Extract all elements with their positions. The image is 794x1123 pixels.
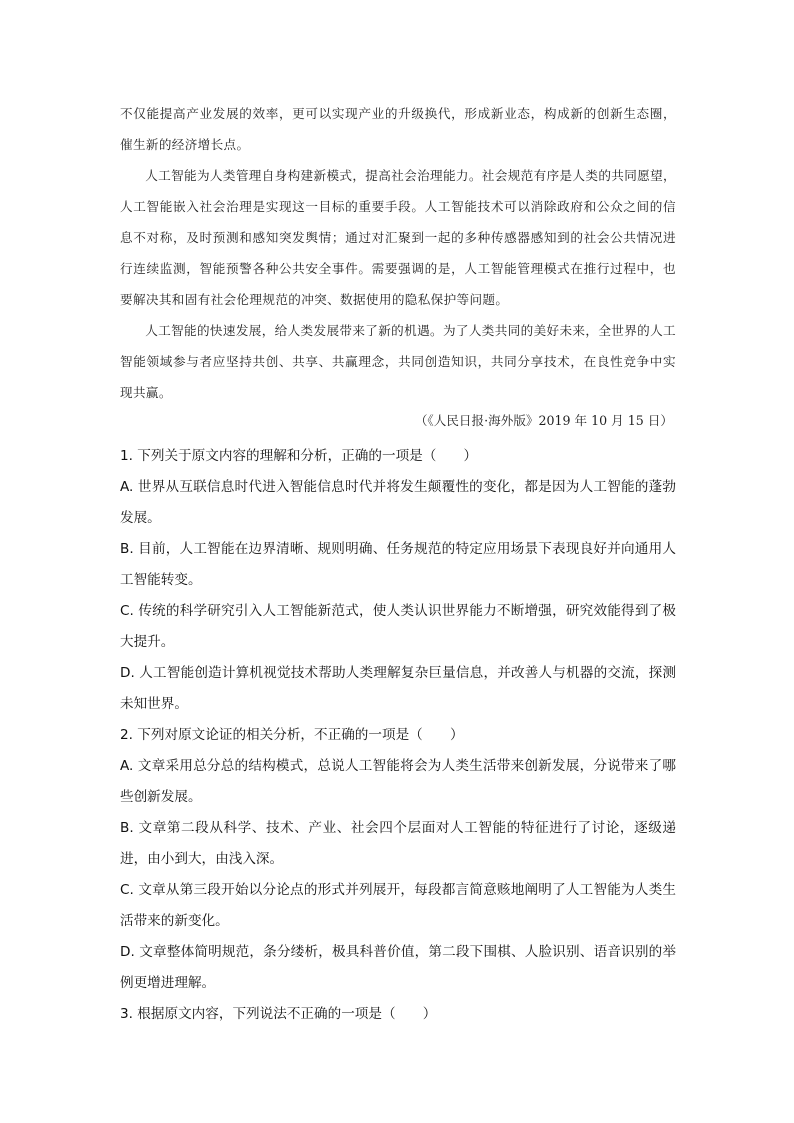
passage-paragraph: 人工智能为人类管理自身构建新模式，提高社会治理能力。社会规范有序是人类的共同愿望，人工智能嵌入社会治理是实现这一目标的重要手段。人工智能技术可以消除政府和公众之间的信息不对称，及时预测和感知突发舆情；通过对汇聚到一起的多种传感器感知到的社会公共情况进行连续监测，智能预警各种公共安全事件。需要强调的是，人工智能管理模式在推行过程中，也要解决其和固有社会伦理规范的冲突、数据使用的隐私保护等问题。 xyxy=(120,168,676,307)
passage-paragraph: 不仅能提高产业发展的效率，更可以实现产业的升级换代，形成新业态，构成新的创新生态圈，催生新的经济增长点。 xyxy=(120,106,676,152)
answer-option: B. 文章第二段从科学、技术、产业、社会四个层面对人工智能的特征进行了讨论，逐级递进，由小到大，由浅入深。 xyxy=(120,820,676,867)
question-list xyxy=(120,441,676,1030)
passage-paragraph: 人工智能的快速发展，给人类发展带来了新的机遇。为了人类共同的美好未来，全世界的人工智能领域参与者应坚持共创、共享、共赢理念，共同创造知识，共同分享技术，在良性竞争中实现共赢。 xyxy=(120,323,676,400)
answer-option: C. 传统的科学研究引入人工智能新范式，使人类认识世界能力不断增强，研究效能得到了极大提升。 xyxy=(120,603,676,650)
passage-source: （《人民日报·海外版》2019 年 10 月 15 日） xyxy=(414,413,673,428)
question-stem: 1. 下列关于原文内容的理解和分析，正确的一项是（ ） xyxy=(120,448,478,464)
answer-option: A. 世界从互联信息时代进入智能信息时代并将发生颠覆性的变化，都是因为人工智能的蓬勃发展。 xyxy=(120,479,676,526)
question-stem: 3. 根据原文内容，下列说法不正确的一项是（ ） xyxy=(120,1006,437,1022)
answer-option: D. 人工智能创造计算机视觉技术帮助人类理解复杂巨量信息，并改善人与机器的交流，探测未知世界。 xyxy=(120,665,676,712)
answer-option: B. 目前，人工智能在边界清晰、规则明确、任务规范的特定应用场景下表现良好并向通用人工智能转变。 xyxy=(120,541,676,588)
answer-option: D. 文章整体简明规范，条分缕析，极具科普价值，第二段下围棋、人脸识别、语音识别的举例更增进理解。 xyxy=(120,944,676,991)
answer-option: A. 文章采用总分总的结构模式，总说人工智能将会为人类生活带来创新发展，分说带来了哪些创新发展。 xyxy=(120,758,676,805)
question-stem: 2. 下列对原文论证的相关分析，不正确的一项是（ ） xyxy=(120,727,464,743)
answer-option: C. 文章从第三段开始以分论点的形式并列展开，每段都言简意赅地阐明了人工智能为人类生活带来的新变化。 xyxy=(120,882,676,929)
reading-passage xyxy=(120,98,676,408)
